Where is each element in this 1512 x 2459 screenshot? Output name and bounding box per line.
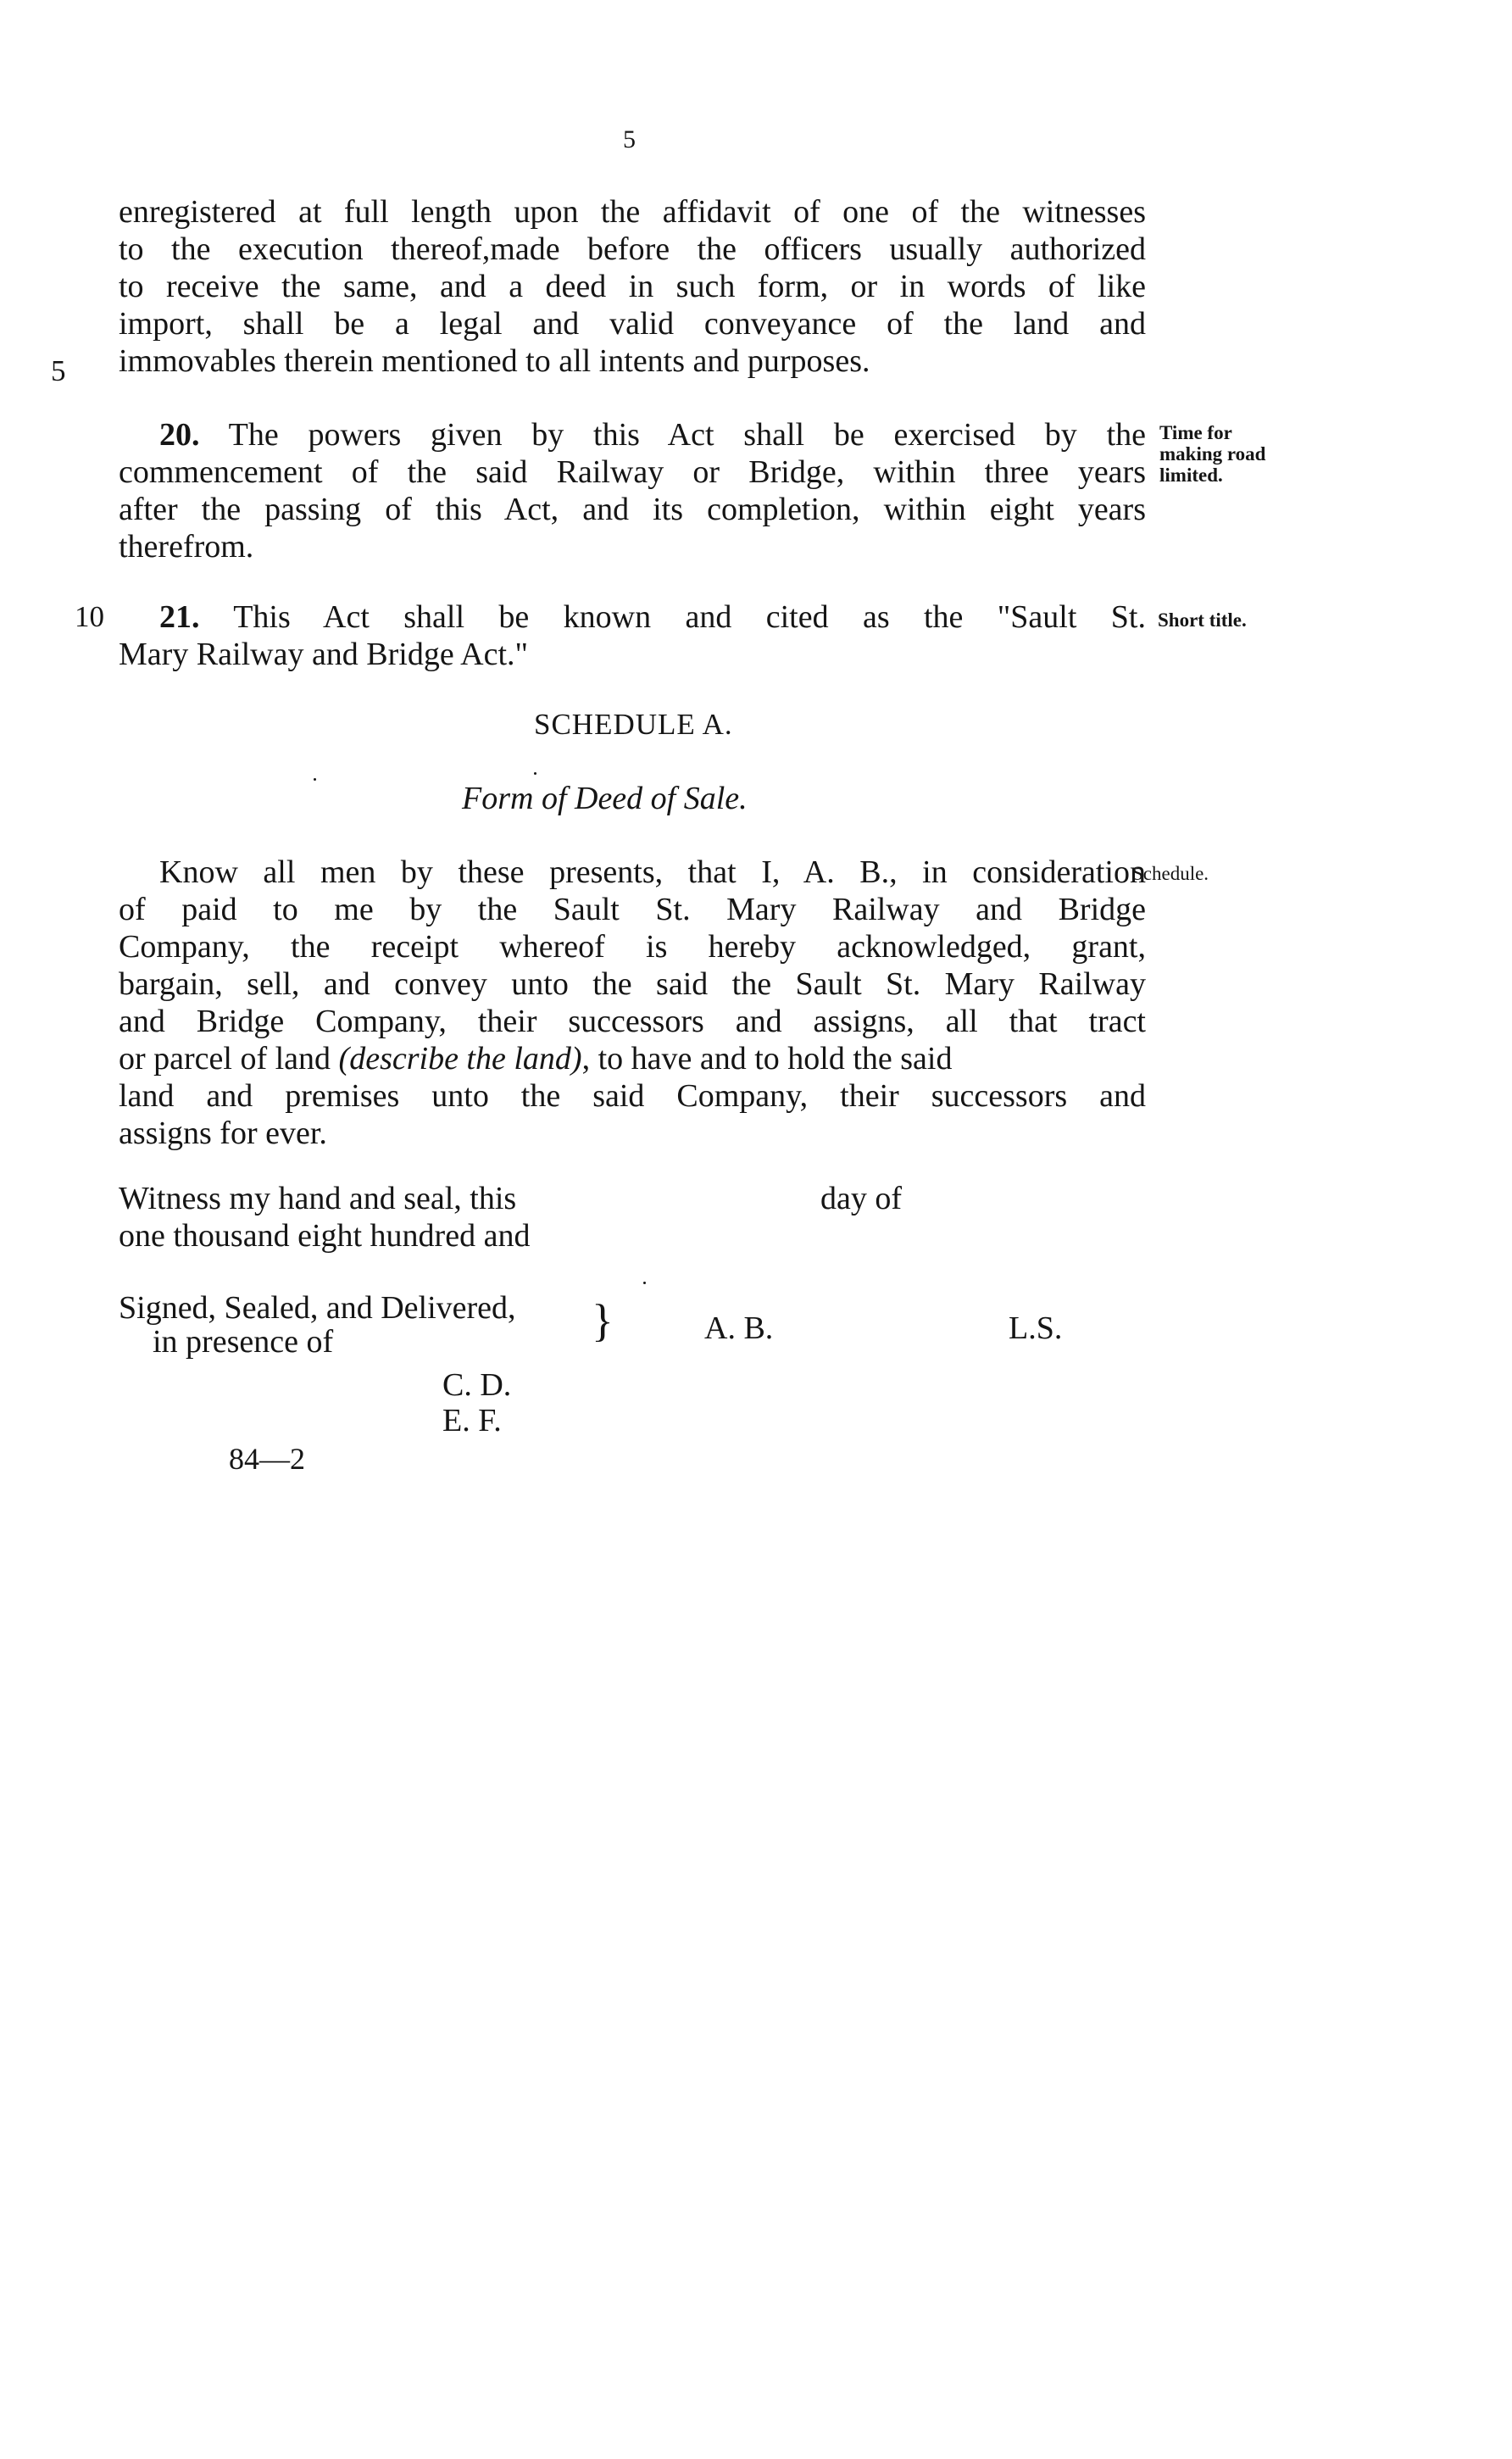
witness-line-2: one thousand eight hundred and xyxy=(119,1218,531,1254)
schedule-line-6 xyxy=(119,1040,1146,1077)
side-note-time-line-3: limited. xyxy=(1159,465,1223,486)
section-21-line-2: Mary Railway and Bridge Act." xyxy=(119,637,529,672)
section-20-number: 20. xyxy=(159,417,200,453)
schedule-heading: SCHEDULE A. xyxy=(534,708,733,741)
witness-ef: E. F. xyxy=(442,1403,502,1438)
section-20-line-1 xyxy=(119,416,1146,453)
line-number-5: 5 xyxy=(51,354,66,387)
sheet-number: 84—2 xyxy=(229,1442,305,1476)
section-21-line-1 xyxy=(119,598,1146,636)
side-note-short-title: Short title. xyxy=(1158,609,1247,631)
section-21-number: 21. xyxy=(159,599,200,635)
schedule-line-7: land and premises unto the said Company, their successors and xyxy=(119,1078,1146,1114)
opening-paragraph xyxy=(119,193,1146,380)
section-20-line-2: commencement of the said Railway or Bridge, within three years xyxy=(119,454,1146,490)
opening-line-1: enregistered at full length upon the affidavit of one of the witnesses xyxy=(119,194,1146,230)
witness-day-of: day of xyxy=(820,1181,903,1216)
side-note-time-line-2: making road xyxy=(1159,443,1266,465)
schedule-line-5: and Bridge Company, their successors and assigns, all that tract xyxy=(119,1004,1146,1039)
printing-dot-3 xyxy=(643,1282,646,1284)
section-21 xyxy=(119,598,1146,673)
in-presence-of: in presence of xyxy=(153,1324,334,1360)
side-note-schedule: Schedule. xyxy=(1132,863,1209,884)
section-21-line-1-text: This Act shall be known and cited as the "Sault St. xyxy=(199,599,1146,635)
printing-dot-1 xyxy=(534,772,536,775)
schedule-line-4: bargain, sell, and convey unto the said the Sault St. Mary Railway xyxy=(119,966,1146,1002)
section-20-line-4: therefrom. xyxy=(119,529,254,565)
section-20-line-1-text: The powers given by this Act shall be exercised by the xyxy=(199,417,1146,453)
form-heading: Form of Deed of Sale. xyxy=(462,781,748,816)
opening-line-4: import, shall be a legal and valid conveyance of the land and xyxy=(119,306,1146,342)
page-number: 5 xyxy=(623,125,636,153)
schedule-line-6-start: or parcel of land xyxy=(119,1041,331,1077)
line-number-10: 10 xyxy=(75,600,104,633)
schedule-paragraph xyxy=(119,854,1146,1152)
side-note-time-limit xyxy=(1159,422,1265,486)
seal-marker: L.S. xyxy=(1009,1310,1063,1346)
signer-initials: A. B. xyxy=(704,1310,774,1346)
schedule-line-8: assigns for ever. xyxy=(119,1115,327,1151)
section-20 xyxy=(119,416,1146,565)
schedule-line-3: Company, the receipt whereof is hereby acknowledged, grant, xyxy=(119,929,1146,965)
witness-cd: C. D. xyxy=(442,1367,512,1403)
printing-dot-2 xyxy=(314,778,316,781)
opening-line-5: immovables therein mentioned to all intents and purposes. xyxy=(119,343,870,379)
signed-sealed-delivered: Signed, Sealed, and Delivered, xyxy=(119,1290,516,1326)
schedule-line-2: of paid to me by the Sault St. Mary Railway and Bridge xyxy=(119,892,1146,927)
opening-line-2: to the execution thereof,made before the officers usually authorized xyxy=(119,231,1146,267)
side-note-time-line-1: Time for xyxy=(1159,422,1232,443)
witness-line-1: Witness my hand and seal, this xyxy=(119,1181,517,1216)
describe-land-instruction: (describe the land) xyxy=(338,1041,582,1077)
schedule-line-6-end: , to have and to hold the said xyxy=(581,1041,953,1077)
section-20-line-3: after the passing of this Act, and its completion, within eight years xyxy=(119,492,1146,527)
opening-line-3: to receive the same, and a deed in such form, or in words of like xyxy=(119,269,1146,304)
schedule-line-1: Know all men by these presents, that I, A. B., in consideration xyxy=(159,854,1146,890)
brace: } xyxy=(592,1295,614,1346)
